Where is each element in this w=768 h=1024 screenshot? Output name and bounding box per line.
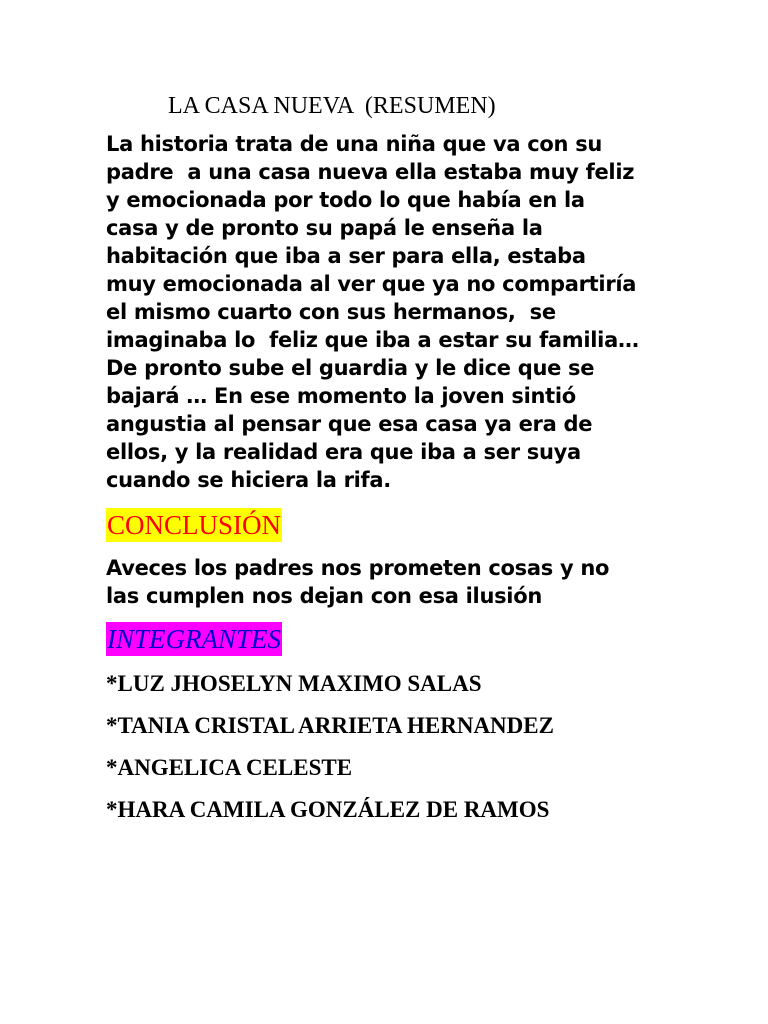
summary-line: La historia trata de una niña que va con su <box>106 132 603 156</box>
conclusion-line: las cumplen nos dejan con esa ilusión <box>106 584 542 608</box>
summary-line: padre a una casa nueva ella estaba muy feliz <box>106 160 635 184</box>
conclusion-heading: CONCLUSIÓN <box>107 510 282 540</box>
summary-line: ellos, y la realidad era que iba a ser suya <box>106 440 581 464</box>
member-name: *LUZ JHOSELYN MAXIMO SALAS <box>106 671 482 696</box>
summary-line: imaginaba lo feliz que iba a estar su familia… <box>106 328 639 352</box>
summary-line: De pronto sube el guardia y le dice que se <box>106 356 595 380</box>
member-name: *HARA CAMILA GONZÁLEZ DE RAMOS <box>106 797 550 822</box>
summary-line: casa y de pronto su papá le enseña la <box>106 216 543 240</box>
summary-line: cuando se hiciera la rifa. <box>106 468 391 492</box>
summary-line: y emocionada por todo lo que había en la <box>106 188 585 212</box>
member-name: *ANGELICA CELESTE <box>106 755 353 780</box>
document-title: LA CASA NUEVA (RESUMEN) <box>168 93 496 119</box>
summary-line: bajará … En ese momento la joven sintió <box>106 384 576 408</box>
summary-line: el mismo cuarto con sus hermanos, se <box>106 300 556 324</box>
conclusion-paragraph <box>106 554 706 610</box>
conclusion-line: Aveces los padres nos prometen cosas y no <box>106 556 610 580</box>
summary-line: muy emocionada al ver que ya no compartiría <box>106 272 637 296</box>
summary-paragraph <box>106 130 686 494</box>
member-name: *TANIA CRISTAL ARRIETA HERNANDEZ <box>106 713 554 738</box>
members-heading: INTEGRANTES <box>107 624 282 654</box>
summary-line: habitación que iba a ser para ella, estaba <box>106 244 586 268</box>
summary-line: angustia al pensar que esa casa ya era de <box>106 412 593 436</box>
